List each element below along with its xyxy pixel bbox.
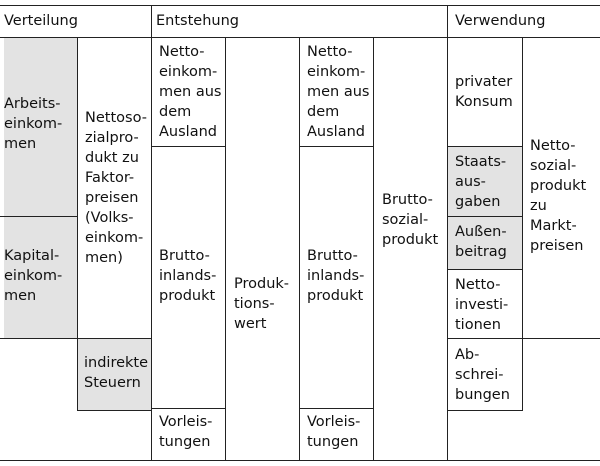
header-verteilung <box>0 5 151 37</box>
nettoinvestitionen-cell <box>447 269 522 338</box>
nettosozialprodukt-marktpreisen-label: Netto- sozial- produkt zu Markt- preisen <box>530 138 587 254</box>
indirekte-steuern-cell <box>77 338 151 410</box>
nettoeinkommen-ausland-1-cell <box>151 38 225 146</box>
header-verteilung-label: Verteilung <box>4 13 78 29</box>
vorleistungen-2-label: Vorleis- tungen <box>307 414 361 450</box>
verteilung-line-3 <box>77 410 152 411</box>
header-entstehung <box>151 5 447 37</box>
kapitaleinkommen-label: Kapital- einkom- men <box>4 248 63 304</box>
arbeitseinkommen-cell <box>0 38 77 216</box>
staatsausgaben-label: Staats- aus- gaben <box>455 154 507 210</box>
vorleistungen-1-label: Vorleis- tungen <box>159 414 213 450</box>
staatsausgaben-cell <box>447 146 522 216</box>
nettoinvestitionen-label: Netto- investi- tionen <box>455 277 509 333</box>
bruttoinlandsprodukt-1-label: Brutto- inlands- produkt <box>159 248 217 304</box>
bruttoinlandsprodukt-1-cell <box>151 146 225 408</box>
header-entstehung-label: Entstehung <box>156 13 239 29</box>
verwendung-line-5 <box>447 410 523 411</box>
nettosozialprodukt-faktorpreisen-label: Nettoso- zialpro- dukt zu Faktor- preisen (Volks- einkom- men) <box>85 110 147 266</box>
vorleistungen-2-cell <box>299 408 373 460</box>
header-verwendung-label: Verwendung <box>455 13 546 29</box>
abschreibungen-cell <box>447 338 522 410</box>
privater-konsum-label: privater Konsum <box>455 74 513 110</box>
produktionswert-cell <box>225 38 299 460</box>
aussenbeitrag-cell <box>447 216 522 269</box>
bruttosozialprodukt-label: Brutto- sozial- produkt <box>382 192 439 248</box>
bruttosozialprodukt-cell <box>373 38 447 460</box>
arbeitseinkommen-label: Arbeits- einkom- men <box>4 96 63 152</box>
privater-konsum-cell <box>447 38 522 146</box>
nettosozialprodukt-faktorpreisen-cell <box>77 38 151 338</box>
aussenbeitrag-label: Außen- beitrag <box>455 224 507 260</box>
header-verwendung <box>447 5 600 37</box>
bruttoinlandsprodukt-2-cell <box>299 146 373 408</box>
nettoeinkommen-ausland-2-label: Netto- einkom- men aus dem Ausland <box>307 44 370 140</box>
indirekte-steuern-label: indirekte Steuern <box>84 355 149 391</box>
bruttoinlandsprodukt-2-label: Brutto- inlands- produkt <box>307 248 365 304</box>
vorleistungen-1-cell <box>151 408 225 460</box>
nettoeinkommen-ausland-1-label: Netto- einkom- men aus dem Ausland <box>159 44 222 140</box>
abschreibungen-label: Ab- schrei- bungen <box>455 347 510 403</box>
kapitaleinkommen-cell <box>0 216 77 338</box>
produktionswert-label: Produk- tions- wert <box>234 276 290 332</box>
nettoeinkommen-ausland-2-cell <box>299 38 373 146</box>
nettosozialprodukt-marktpreisen-cell <box>522 38 600 338</box>
bottom-border <box>0 460 600 461</box>
